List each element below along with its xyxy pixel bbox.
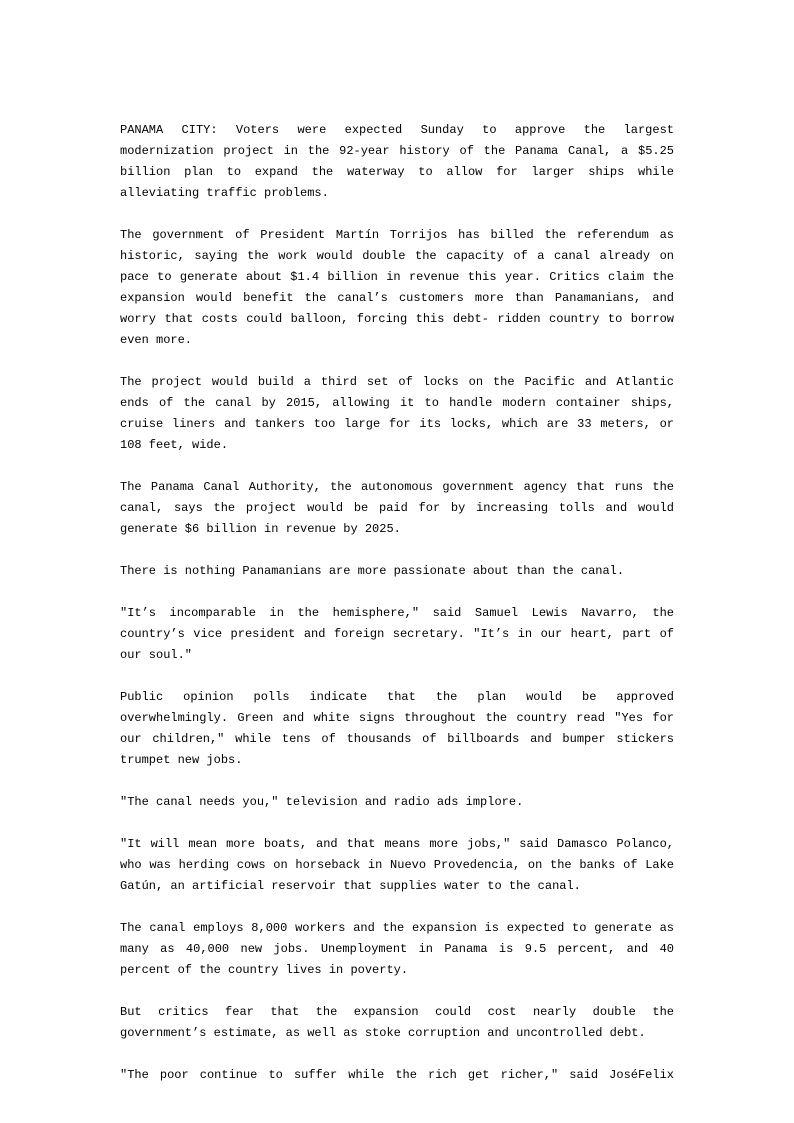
paragraph-opinion-polls: Public opinion polls indicate that the plan would be approved overwhelmingly. Green and white signs throughout the country read ″Yes for our children,″ while tens of thousands of billboards and bumper stickers trumpet new jobs. [120, 690, 674, 767]
paragraph-ads-quote: ″The canal needs you,″ television and radio ads implore. [120, 795, 524, 809]
paragraph-navarro-quote: ″It’s incomparable in the hemisphere,″ said Samuel Lewis Navarro, the country’s vice president and foreign secretary. ″It’s in our heart, part of our soul.″ [120, 606, 674, 662]
paragraph-employment: The canal employs 8,000 workers and the expansion is expected to generate as many as 40,000 new jobs. Unemployment in Panama is 9.5 percent, and 40 percent of the country lives in poverty. [120, 921, 674, 977]
paragraph-dateline-intro: PANAMA CITY: Voters were expected Sunday to approve the largest modernization project in the 92-year history of the Panama Canal, a $5.25 billion plan to expand the waterway to allow for larger ships while alleviating traffic problems. [120, 123, 674, 200]
paragraph-poor-quote: ″The poor continue to suffer while the rich get richer,″ said JoséFelix [120, 1068, 674, 1082]
document-page [120, 120, 674, 1107]
paragraph-polanco-quote: ″It will mean more boats, and that means more jobs,″ said Damasco Polanco, who was herding cows on horseback in Nuevo Provedencia, on the banks of Lake Gatún, an artificial reservoir that supplies water to the canal. [120, 837, 674, 893]
paragraph-canal-authority: The Panama Canal Authority, the autonomous government agency that runs the canal, says the project would be paid for by increasing tolls and would generate $6 billion in revenue by 2025. [120, 480, 674, 536]
paragraph-passion: There is nothing Panamanians are more passionate about than the canal. [120, 564, 625, 578]
paragraph-critics-fear: But critics fear that the expansion could cost nearly double the government’s estimate, as well as stoke corruption and uncontrolled debt. [120, 1005, 674, 1040]
paragraph-third-locks: The project would build a third set of locks on the Pacific and Atlantic ends of the canal by 2015, allowing it to handle modern container ships, cruise liners and tankers too large for its locks, which are 33 meters, or 108 feet, wide. [120, 375, 674, 452]
paragraph-government-critics: The government of President Martín Torrijos has billed the referendum as historic, saying the work would double the capacity of a canal already on pace to generate about $1.4 billion in revenue this year. Critics claim the expansion would benefit the canal’s customers more than Panamanians, and worry that costs could balloon, forcing this debt- ridden country to borrow even more. [120, 228, 674, 347]
